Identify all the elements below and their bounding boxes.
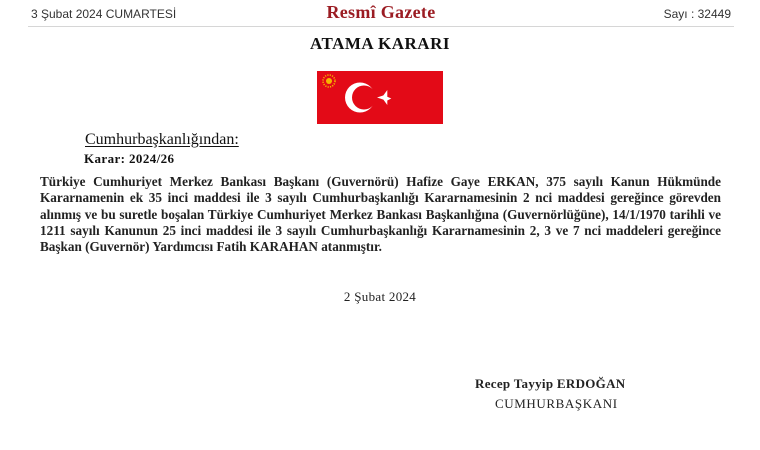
publication-name: Resmî Gazete xyxy=(326,2,436,22)
issuing-authority: Cumhurbaşkanlığından: xyxy=(85,131,239,148)
signatory-title: CUMHURBAŞKANI xyxy=(495,396,618,411)
signatory-name: Recep Tayyip ERDOĞAN xyxy=(475,376,626,391)
publication-date: 3 Şubat 2024 CUMARTESİ xyxy=(31,7,177,21)
document-title: ATAMA KARARI xyxy=(310,34,450,53)
issue-number: Sayı : 32449 xyxy=(663,7,731,21)
gazette-header xyxy=(28,0,734,27)
decision-date: 2 Şubat 2024 xyxy=(343,289,417,304)
decision-body: Türkiye Cumhuriyet Merkez Bankası Başkanı (Guvernörü) Hafize Gaye ERKAN, 375 sayılı Kanun Hükmünde Kararnamenin ek 35 inci maddesi ile 3 sayılı Cumhurbaşkanlığı Kararnamesinin 2 nci maddesi gereğince görevden alınmış ve bu suretle boşalan Türkiye Cumhuriyet Merkez Bankası Başkanlığına (Guvernörlüğüne), 14/1/1970 tarihli ve 1211 sayılı Kanunun 25 inci maddesi ile 3 sayılı Cumhurbaşkanlığı Kararnamesinin 2, 3 ve 7 nci maddeleri gereğince Başkan (Guvernör) Yardımcısı Fatih KARAHAN atanmıştır. xyxy=(40,174,721,255)
turkish-flag-icon xyxy=(317,71,443,124)
decision-number: Karar: 2024/26 xyxy=(84,151,175,166)
presidential-seal-icon xyxy=(317,71,443,124)
